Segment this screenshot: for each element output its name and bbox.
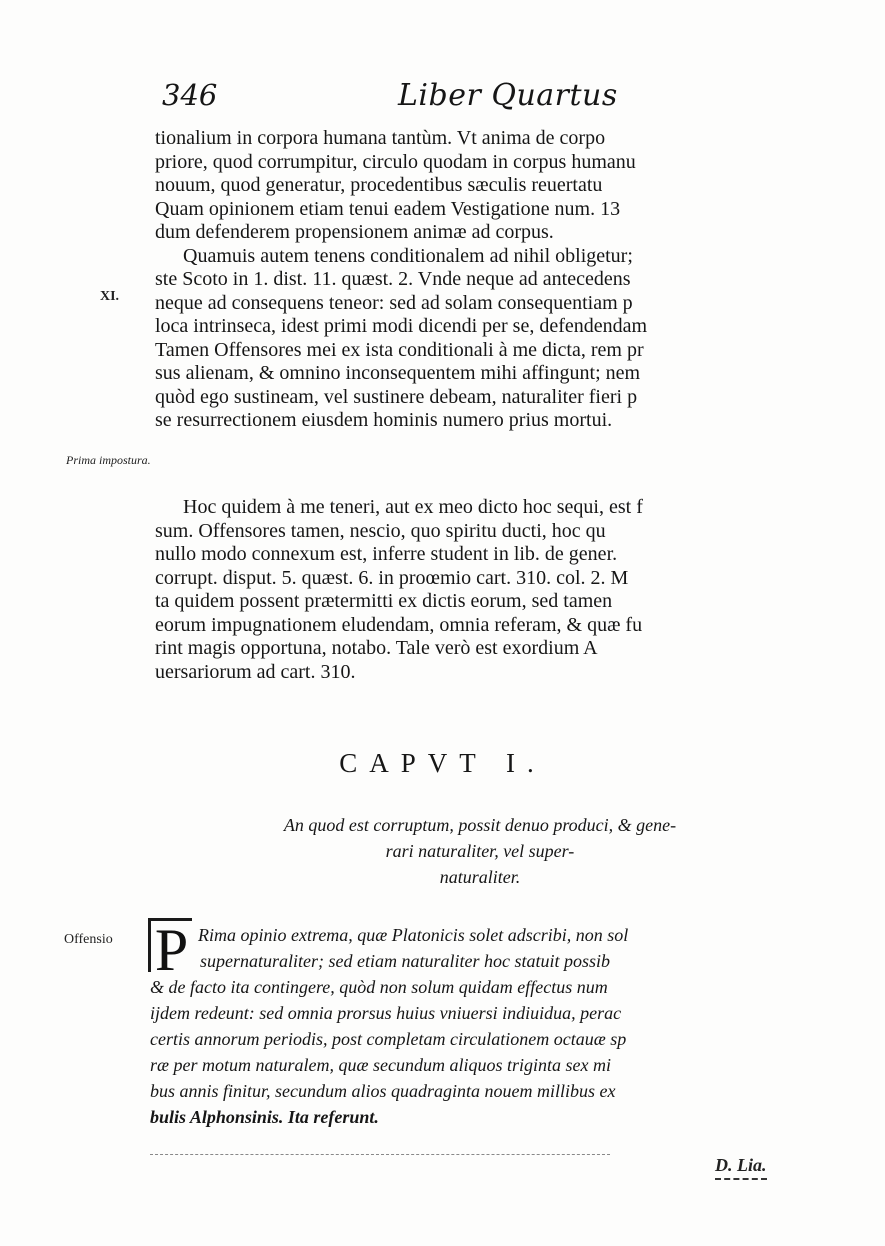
chapter-title: CAPVT I. xyxy=(339,748,546,778)
text-line: nouum, quod generatur, procedentibus sæculis reuertatu xyxy=(155,174,603,196)
page-header xyxy=(162,78,802,118)
text-line: neque ad consequens teneor: sed ad solam consequentiam p xyxy=(155,291,633,314)
italic-line: bus annis finitur, secundum alios quadraginta nouem millibus ex xyxy=(150,1081,616,1101)
text-line: Quamuis autem tenens conditionalem ad nihil obligetur; xyxy=(183,244,633,267)
text-line: nullo modo connexum est, inferre student in lib. de gener. xyxy=(155,543,618,565)
text-line: Hoc quidem à me teneri, aut ex meo dicto hoc sequi, est f xyxy=(183,496,643,518)
italic-line: ijdem redeunt: sed omnia prorsus huius vniuersi indiuidua, perac xyxy=(150,1003,622,1023)
chapter-subtitle-line: rari naturaliter, vel super- xyxy=(385,841,575,861)
footer-rule xyxy=(150,1154,610,1155)
chapter-subtitle-line: naturaliter. xyxy=(439,867,521,887)
text-line: loca intrinseca, idest primi modi dicendi per se, defendendam xyxy=(155,315,648,337)
italic-line: supernaturaliter; sed etiam naturaliter hoc statuit possib xyxy=(200,951,610,971)
text-line: priore, quod corrumpitur, circulo quodam in corpus humanu xyxy=(155,150,636,173)
text-line: corrupt. disput. 5. quæst. 6. in proœmio cart. 310. col. 2. M xyxy=(155,566,629,589)
margin-note-section: XI. xyxy=(100,289,120,304)
text-line: rint magis opportuna, notabo. Tale verò est exordium A xyxy=(155,637,598,659)
text-line: Quam opinionem etiam tenui eadem Vestigatione num. 13 xyxy=(155,197,621,220)
running-title: Liber Quartus xyxy=(398,78,618,113)
body-text-top xyxy=(155,127,815,433)
drop-cap-initial: P xyxy=(148,918,192,972)
italic-line: & de facto ita contingere, quòd non solum quidam effectus num xyxy=(150,977,608,997)
text-line: uersariorum ad cart. 310. xyxy=(155,660,356,683)
italic-line: Rima opinio extrema, quæ Platonicis solet adscribi, non sol xyxy=(198,925,629,945)
chapter-body-italic xyxy=(150,922,810,1130)
text-line: se resurrectionem eiusdem hominis numero prius mortui. xyxy=(155,409,613,431)
margin-note-prima-impostura: Prima impostura. xyxy=(66,453,151,467)
text-line: dum defenderem propensionem animæ ad corpus. xyxy=(155,221,554,243)
italic-line: ræ per motum naturalem, quæ secundum aliquos triginta sex mi xyxy=(150,1055,611,1075)
chapter-subtitle-line: An quod est corruptum, possit denuo produci, & gene- xyxy=(283,815,677,835)
italic-line: bulis Alphonsinis. Ita referunt. xyxy=(150,1107,379,1127)
text-line: tionalium in corpora humana tantùm. Vt anima de corpo xyxy=(155,127,606,149)
text-line: eorum impugnationem eludendam, omnia referam, & quæ fu xyxy=(155,613,643,636)
text-line: sus alienam, & omnino inconsequentem mihi affingunt; nem xyxy=(155,362,641,384)
text-line: sum. Offensores tamen, nescio, quo spiritu ducti, hoc qu xyxy=(155,519,606,542)
text-line: Tamen Offensores mei ex ista conditionali à me dicta, rem pr xyxy=(155,338,644,361)
signature-mark: D. Lia. xyxy=(715,1155,767,1180)
margin-note-offensio: Offensio xyxy=(64,932,113,947)
page-number: 346 xyxy=(162,78,218,112)
italic-line: certis annorum periodis, post completam circulationem octauæ sp xyxy=(150,1029,627,1049)
text-line: quòd ego sustineam, vel sustinere debeam, naturaliter fieri p xyxy=(155,385,638,408)
text-line: ta quidem possent prætermitti ex dictis eorum, sed tamen xyxy=(155,590,613,612)
body-text-middle xyxy=(155,496,815,684)
chapter-subtitle xyxy=(150,812,810,890)
text-line: ste Scoto in 1. dist. 11. quæst. 2. Vnde neque ad antecedens xyxy=(155,268,631,290)
